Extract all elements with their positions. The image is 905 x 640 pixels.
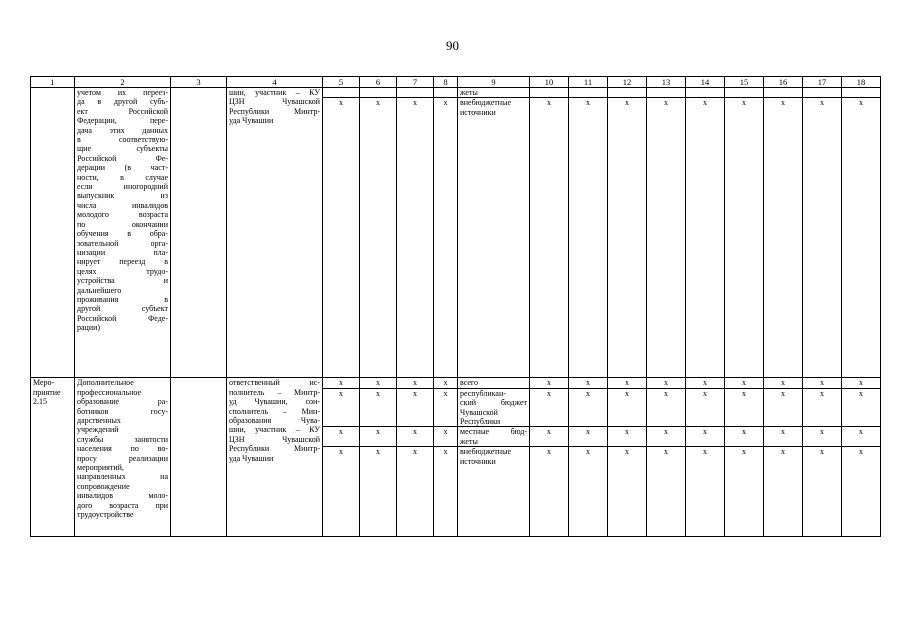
description-line: выпускник из [77,191,168,201]
x-mark: x [360,427,397,447]
x-mark: x [803,447,842,537]
description-line: в соответствую- [77,135,168,145]
x-mark: x [397,388,434,427]
description-line: сопровождение [77,481,130,491]
description-line: дача этих данных [77,125,168,135]
x-mark: x [764,378,803,388]
x-mark: x [842,427,881,447]
description-line: службы занятости [77,434,168,444]
x-mark: x [803,98,842,378]
funding-line: Республики [460,417,501,427]
x-mark: x [647,447,686,537]
x-mark: x [569,378,608,388]
executor-line: уд Чувашии, сои- [229,397,320,407]
column-header: 13 [647,77,686,88]
description-line: рации) [77,323,101,333]
funding-source: жеты [458,88,530,98]
funding-line: жеты [460,436,478,446]
measure-description [75,88,171,378]
x-mark: x [569,447,608,537]
x-mark: x [608,447,647,537]
description-line: учреждений [77,425,119,435]
x-mark: x [397,427,434,447]
description-line: устройства и [77,276,168,286]
description-line: трудоустройстве [77,510,134,520]
x-mark: x [725,98,764,378]
x-mark: x [434,447,458,537]
column-header: 14 [686,77,725,88]
x-mark: x [725,378,764,388]
description-line: образование ра- [77,397,168,407]
funding-source [458,98,530,378]
column-header: 6 [360,77,397,88]
description-line: молодого возраста [77,210,168,220]
funding-line: местные бюд- [460,427,527,437]
x-mark: x [323,388,360,427]
executor-line: сполнитель – Мин- [229,406,320,416]
executor-line: ЦЗН Чувашской [229,434,320,444]
x-mark: x [803,378,842,388]
x-mark: x [530,388,569,427]
description-line: числа инвалидов [77,200,168,210]
x-mark: x [434,378,458,388]
description-line: Российской Фе- [77,153,168,163]
funding-source [458,388,530,427]
x-mark: x [434,98,458,378]
executor-line: образования Чува- [229,416,320,426]
measure-number-line: Меро- [33,378,55,388]
executor-line: шии, участник – КУ [229,88,320,97]
column-header: 3 [171,77,227,88]
description-line: Дополнительное [77,378,134,388]
x-mark: x [360,378,397,388]
x-mark: x [647,98,686,378]
x-mark: x [360,447,397,537]
description-line: Федерации, пере- [77,116,168,126]
funding-line: всего [460,378,479,388]
x-mark: x [803,427,842,447]
description-line: если иногородний [77,182,168,192]
column-header: 10 [530,77,569,88]
x-mark: x [608,378,647,388]
column-header: 11 [569,77,608,88]
x-mark: x [530,378,569,388]
x-mark: x [842,98,881,378]
x-mark: x [686,378,725,388]
x-mark: x [360,388,397,427]
description-line: дерации (в част- [77,163,168,173]
description-line: ности, в случае [77,172,168,182]
x-mark: x [397,378,434,388]
table-row [31,88,881,98]
description-line: по окончании [77,219,168,229]
x-mark: x [647,427,686,447]
x-mark: x [569,427,608,447]
x-mark: x [764,427,803,447]
x-mark: x [434,427,458,447]
executor-cell [227,378,323,537]
x-mark: x [725,427,764,447]
x-mark: x [764,98,803,378]
x-mark: x [323,427,360,447]
x-mark: x [764,447,803,537]
executor-line: уда Чувашии [229,453,274,463]
measure-number-line: приятие [33,387,61,397]
column-header: 15 [725,77,764,88]
funding-line: внебюджетные [460,447,511,457]
funding-line: ский бюджет [460,398,527,408]
column-header: 12 [608,77,647,88]
funding-line: республикан- [460,388,506,398]
x-mark: x [569,388,608,427]
description-line: профессиональное [77,387,142,397]
column-header: 16 [764,77,803,88]
x-mark: x [569,98,608,378]
executor-line: уда Чувашии [229,116,274,126]
x-mark: x [803,388,842,427]
column-header: 2 [75,77,171,88]
executor-line: ответственный ис- [229,378,320,388]
description-line: дого возраста при [77,500,168,510]
x-mark: x [397,447,434,537]
funding-line: внебюджетные [460,98,511,108]
measure-number-line: 2.15 [33,397,47,407]
x-mark: x [530,427,569,447]
executor-cell [227,88,323,378]
description-line: зовательной орга- [77,238,168,248]
column-header: 1 [31,77,75,88]
x-mark: x [608,98,647,378]
column-header: 5 [323,77,360,88]
description-line: инвалидов моло- [77,491,168,501]
measure-number [31,378,75,537]
description-line: учетом их переез- [77,88,168,97]
executor-line: Республики Минтр- [229,106,320,116]
x-mark: x [725,388,764,427]
description-line: да в другой субъ- [77,97,168,107]
description-line: направленных на [77,472,168,482]
x-mark: x [842,447,881,537]
x-mark: x [686,98,725,378]
description-line: низации пла- [77,247,168,257]
x-mark: x [434,388,458,427]
table-row [31,378,881,388]
funding-source [458,427,530,447]
column-header: 8 [434,77,458,88]
column-header: 18 [842,77,881,88]
column-header: 17 [803,77,842,88]
funding-source [458,447,530,537]
x-mark: x [764,388,803,427]
x-mark: x [323,98,360,378]
description-line: мероприятий, [77,463,124,473]
description-line: населения по во- [77,444,168,454]
description-line: проживания в [77,294,168,304]
description-line: щие субъекты [77,144,168,154]
x-mark: x [686,447,725,537]
funding-line: источники [460,456,496,466]
x-mark: x [360,98,397,378]
x-mark: x [686,427,725,447]
measure-description [75,378,171,537]
header-row [31,77,881,88]
funding-source [458,378,530,388]
x-mark: x [397,98,434,378]
page-number: 90 [446,38,459,53]
executor-line: Республики Минтр- [229,444,320,454]
funding-line: Чувашской [460,407,498,417]
x-mark: x [686,388,725,427]
budget-table [30,76,881,537]
funding-line: источники [460,107,496,117]
description-line: дарственных [77,416,121,426]
description-line: ботников госу- [77,406,168,416]
executor-line: ЦЗН Чувашской [229,97,320,107]
x-mark: x [842,388,881,427]
description-line: ект Российской [77,106,168,116]
description-line: просу реализации [77,453,168,463]
description-line: обучения в обра- [77,229,168,239]
description-line: дальнейшего [77,285,122,295]
x-mark: x [323,378,360,388]
column-header: 9 [458,77,530,88]
x-mark: x [530,98,569,378]
x-mark: x [647,378,686,388]
x-mark: x [725,447,764,537]
description-line: нирует переезд в [77,257,168,267]
executor-line: шии, участник – КУ [229,425,320,435]
description-line: другой субъект [77,304,168,314]
x-mark: x [323,447,360,537]
x-mark: x [608,388,647,427]
x-mark: x [842,378,881,388]
x-mark: x [530,447,569,537]
executor-line: полнитель – Минтр- [229,387,320,397]
description-line: Российской Феде- [77,313,168,323]
description-line: целях трудо- [77,266,168,276]
column-header: 4 [227,77,323,88]
x-mark: x [647,388,686,427]
column-header: 7 [397,77,434,88]
x-mark: x [608,427,647,447]
